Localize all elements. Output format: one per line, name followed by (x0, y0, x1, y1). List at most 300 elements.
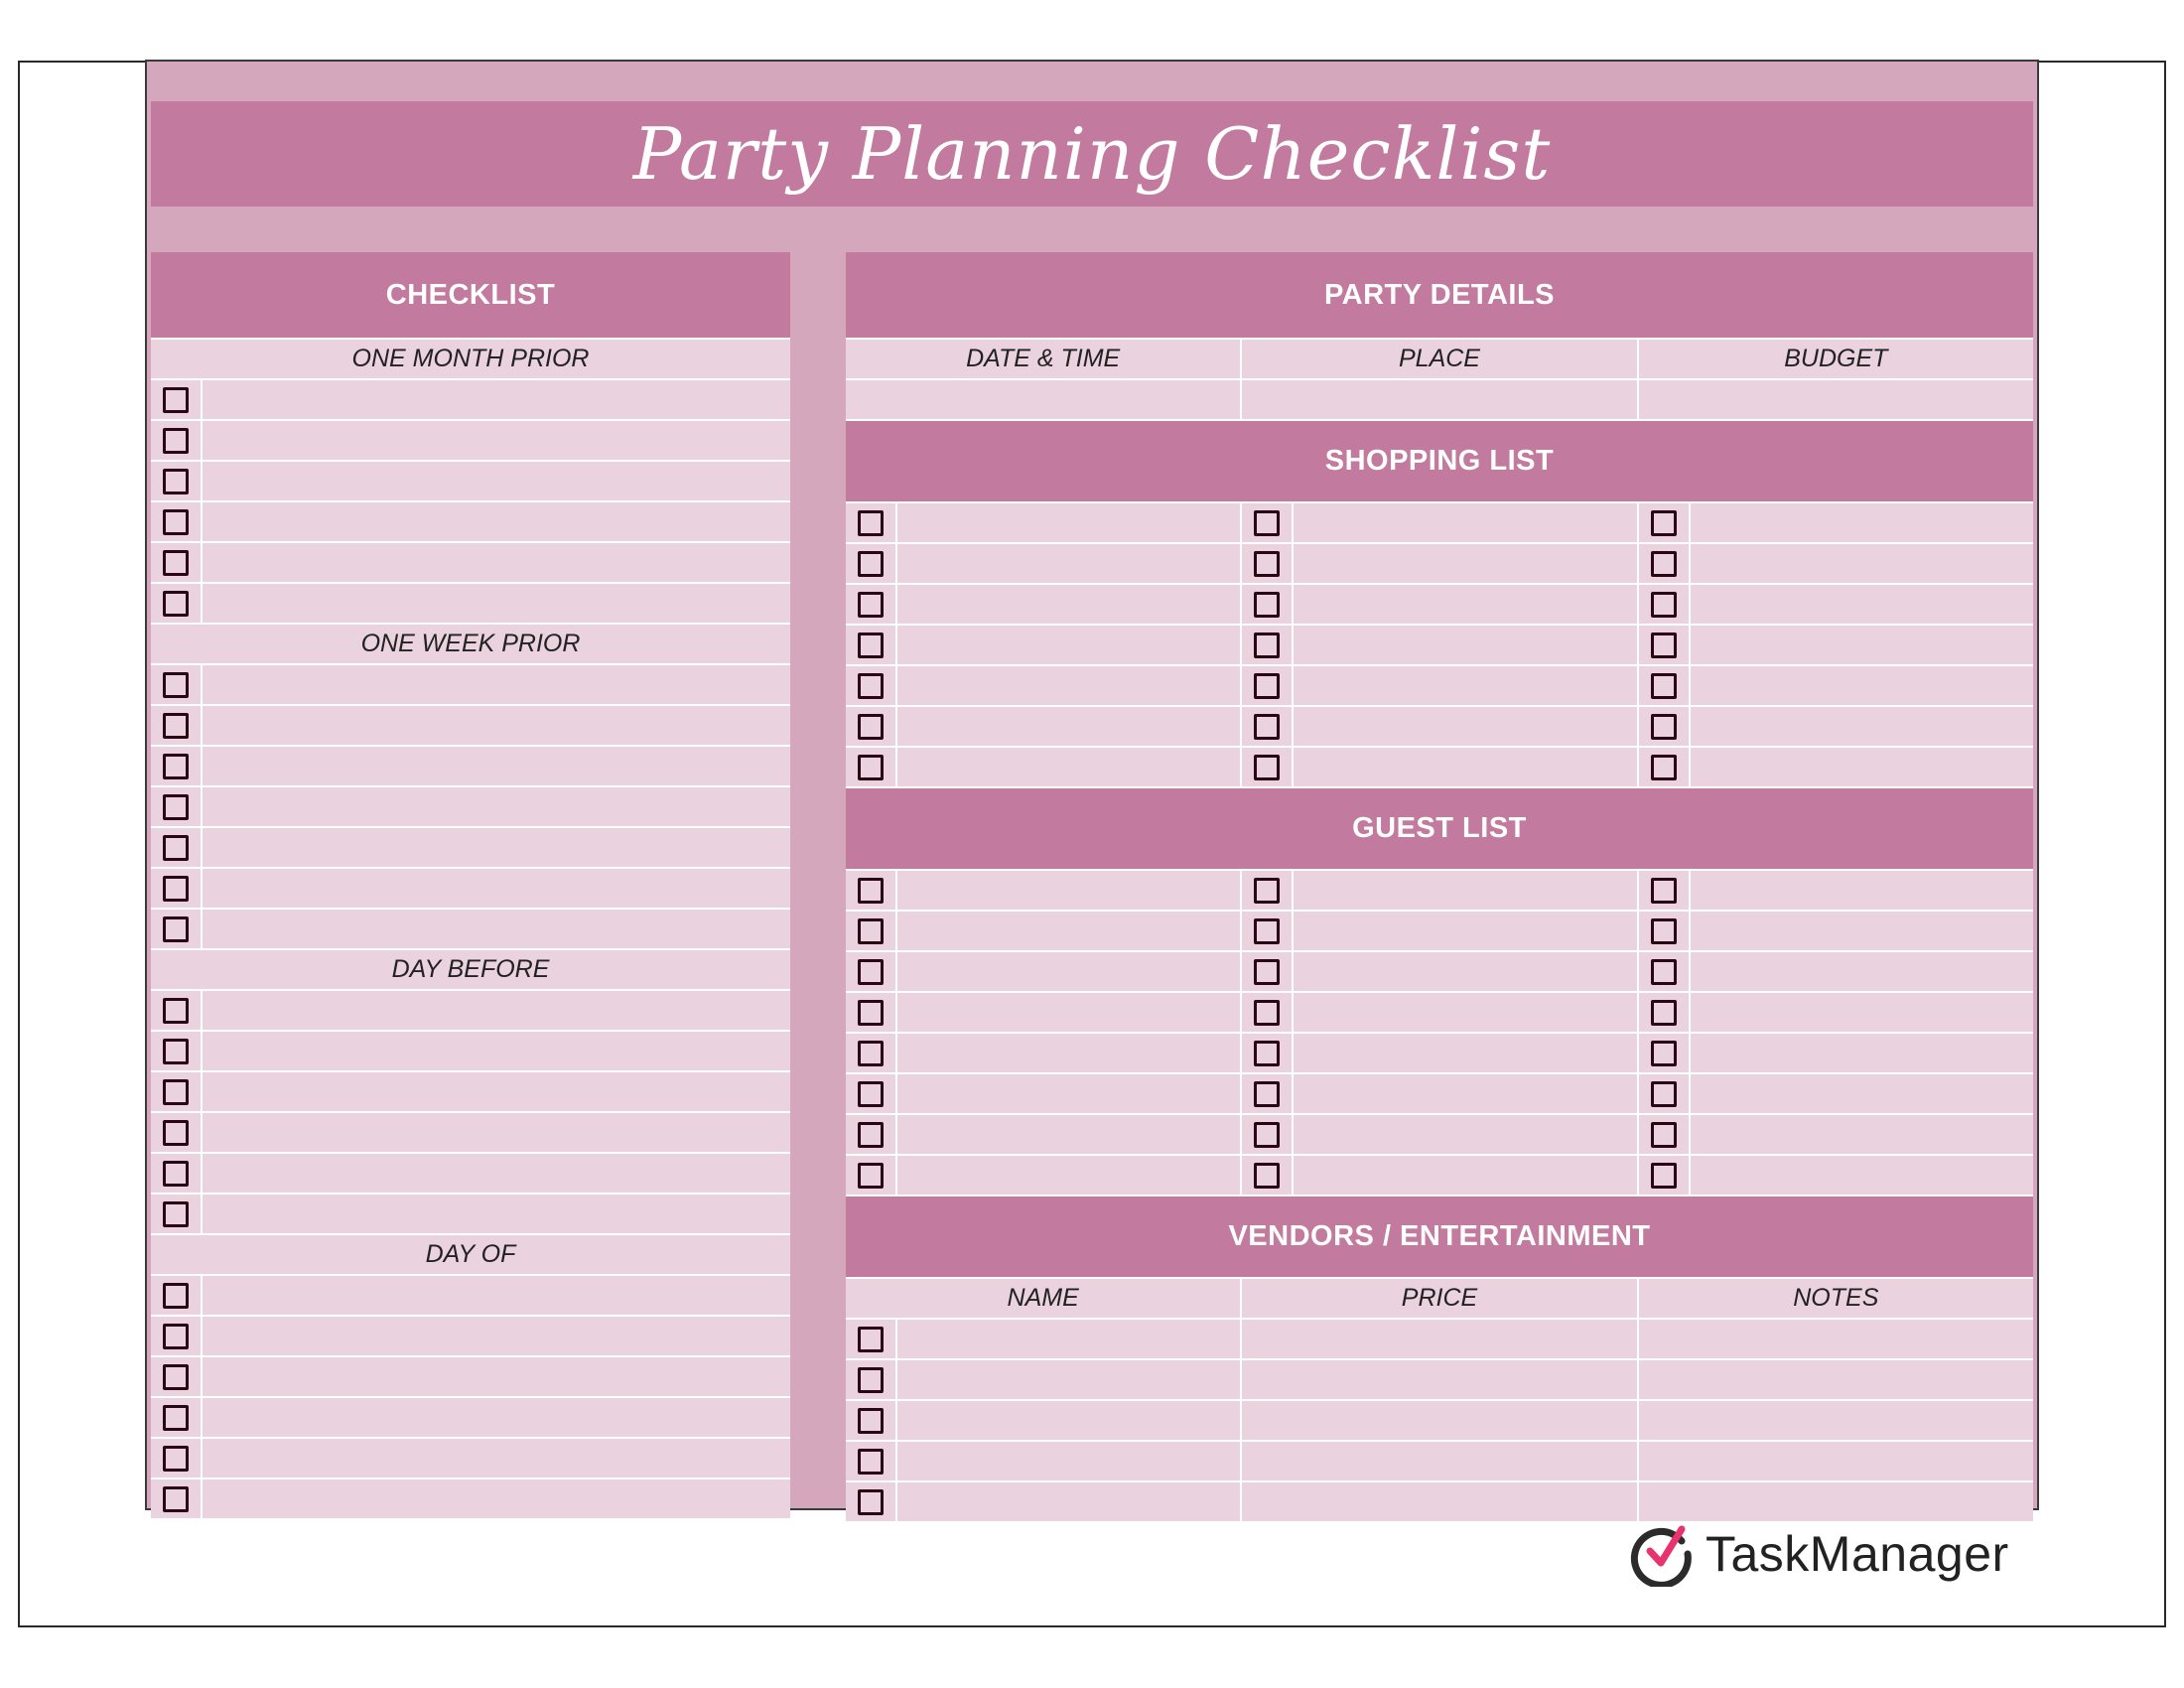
vendors-column (1639, 1279, 2033, 1523)
party-details-header: PARTY DETAILS (846, 252, 2033, 340)
checklist-row (1639, 707, 2033, 748)
entry-line[interactable] (1691, 707, 2033, 746)
checkbox[interactable] (858, 673, 884, 699)
entry-line[interactable] (203, 1398, 790, 1437)
entry-line[interactable] (203, 502, 790, 541)
entry-line[interactable] (897, 993, 1240, 1032)
checkbox[interactable] (1254, 1163, 1280, 1189)
entry-line[interactable] (897, 1442, 1240, 1480)
checkbox-cell (1639, 585, 1691, 624)
entry-field[interactable] (1639, 380, 2033, 421)
entry-field[interactable] (1242, 1360, 1636, 1401)
checkbox[interactable] (858, 633, 884, 658)
checkbox[interactable] (163, 794, 189, 820)
checkbox[interactable] (163, 1201, 189, 1227)
checkbox-cell (1639, 626, 1691, 664)
checkbox-cell (1639, 952, 1691, 991)
checklist-row (151, 1439, 790, 1479)
checklist-row (846, 748, 1240, 788)
checkbox[interactable] (858, 1163, 884, 1189)
checkbox[interactable] (163, 998, 189, 1024)
entry-line[interactable] (203, 1154, 790, 1193)
checklist-row (1242, 952, 1636, 993)
list-column (846, 503, 1242, 788)
entry-line[interactable] (1294, 707, 1636, 746)
checklist-row (846, 1320, 1240, 1360)
checklist-row (151, 1195, 790, 1235)
entry-line[interactable] (1691, 952, 2033, 991)
checkbox[interactable] (858, 1408, 884, 1434)
checkbox[interactable] (163, 387, 189, 413)
checkbox-cell (151, 1032, 203, 1070)
entry-line[interactable] (897, 1115, 1240, 1154)
entry-line[interactable] (1294, 1034, 1636, 1072)
checklist-row (1639, 585, 2033, 626)
checkbox-cell (1242, 1074, 1294, 1113)
checkbox[interactable] (163, 1405, 189, 1431)
entry-line[interactable] (203, 584, 790, 623)
vendors-column (846, 1279, 1242, 1523)
checkbox-cell (1242, 912, 1294, 950)
entry-field[interactable] (1639, 1482, 2033, 1523)
entry-line[interactable] (1691, 1115, 2033, 1154)
checkbox[interactable] (1651, 1122, 1677, 1148)
checklist-row (846, 912, 1240, 952)
checkbox[interactable] (163, 876, 189, 902)
checklist-row (846, 626, 1240, 666)
checkbox-cell (1242, 748, 1294, 786)
checklist-row (846, 585, 1240, 626)
entry-line[interactable] (203, 747, 790, 785)
column-header: NAME (846, 1279, 1240, 1320)
guest-list (846, 871, 2033, 1196)
entry-line[interactable] (1691, 993, 2033, 1032)
checklist-row (1242, 912, 1636, 952)
entry-line[interactable] (897, 952, 1240, 991)
checkbox[interactable] (1254, 878, 1280, 904)
checklist-row (151, 828, 790, 869)
entry-line[interactable] (203, 869, 790, 908)
checklist-row (151, 1154, 790, 1195)
checklist-row (151, 543, 790, 584)
entry-line[interactable] (897, 871, 1240, 910)
entry-line[interactable] (897, 544, 1240, 583)
checklist-row (846, 871, 1240, 912)
entry-line[interactable] (1294, 871, 1636, 910)
entry-line[interactable] (203, 421, 790, 460)
entry-line[interactable] (1691, 912, 2033, 950)
checklist-row (151, 1317, 790, 1357)
party-details-column (846, 340, 1242, 421)
checklist-row (1242, 585, 1636, 626)
checkbox[interactable] (858, 918, 884, 944)
entry-line[interactable] (1691, 1074, 2033, 1113)
entry-line[interactable] (1294, 993, 1636, 1032)
checkbox-cell (1242, 626, 1294, 664)
entry-line[interactable] (1691, 1034, 2033, 1072)
checkbox-cell (151, 584, 203, 623)
checklist-row (151, 1113, 790, 1154)
details-panel (846, 252, 2033, 1505)
checkbox-cell (151, 1276, 203, 1315)
checkbox[interactable] (858, 1489, 884, 1515)
checklist-row (1242, 626, 1636, 666)
checklist-row (151, 1276, 790, 1317)
list-columns (846, 503, 2033, 788)
checklist-row (1242, 1074, 1636, 1115)
checklist-row (1639, 952, 2033, 993)
entry-line[interactable] (897, 1360, 1240, 1399)
shopping-list (846, 503, 2033, 788)
entry-line[interactable] (1294, 666, 1636, 705)
checkbox[interactable] (858, 1081, 884, 1107)
checklist-row (151, 1032, 790, 1072)
checkbox[interactable] (163, 1486, 189, 1512)
checkbox-cell (1639, 993, 1691, 1032)
checkbox-cell (151, 1439, 203, 1477)
checkbox[interactable] (1254, 1041, 1280, 1066)
checkbox-cell (1242, 952, 1294, 991)
checklist-row (846, 1034, 1240, 1074)
checkbox-cell (1242, 503, 1294, 542)
checkbox-cell (846, 707, 897, 746)
checkbox[interactable] (1651, 1000, 1677, 1026)
checkbox[interactable] (1254, 1000, 1280, 1026)
checkbox-cell (846, 912, 897, 950)
entry-field[interactable] (1639, 1401, 2033, 1442)
checkbox[interactable] (1651, 959, 1677, 985)
checklist-row (151, 706, 790, 747)
checkbox[interactable] (1254, 755, 1280, 780)
checklist-row (846, 952, 1240, 993)
list-columns (846, 871, 2033, 1196)
checkbox[interactable] (858, 1449, 884, 1475)
entry-line[interactable] (897, 585, 1240, 624)
checklist-row (846, 666, 1240, 707)
entry-line[interactable] (1294, 1115, 1636, 1154)
entry-line[interactable] (203, 910, 790, 948)
entry-line[interactable] (897, 1320, 1240, 1358)
entry-line[interactable] (1294, 748, 1636, 786)
checkbox[interactable] (163, 916, 189, 942)
checkbox[interactable] (163, 428, 189, 454)
entry-line[interactable] (203, 665, 790, 704)
checkbox[interactable] (858, 1041, 884, 1066)
check-circle-icon (1630, 1521, 1696, 1587)
checkbox[interactable] (163, 672, 189, 698)
entry-field[interactable] (1639, 1442, 2033, 1482)
checkbox[interactable] (163, 1120, 189, 1146)
entry-line[interactable] (1294, 1156, 1636, 1195)
checkbox-cell (151, 706, 203, 745)
checklist-row (1242, 1156, 1636, 1196)
checklist-row (151, 502, 790, 543)
entry-line[interactable] (897, 1034, 1240, 1072)
checkbox[interactable] (1254, 592, 1280, 618)
entry-line[interactable] (203, 1032, 790, 1070)
entry-line[interactable] (1294, 544, 1636, 583)
entry-line[interactable] (203, 991, 790, 1030)
checklist-row (1639, 666, 2033, 707)
entry-line[interactable] (1691, 666, 2033, 705)
checkbox[interactable] (1651, 673, 1677, 699)
checkbox[interactable] (163, 1079, 189, 1105)
checkbox[interactable] (1651, 918, 1677, 944)
entry-field[interactable] (1242, 1482, 1636, 1523)
checkbox-cell (1242, 666, 1294, 705)
checkbox-cell (151, 543, 203, 582)
checkbox[interactable] (163, 1324, 189, 1349)
checkbox-cell (151, 869, 203, 908)
checkbox[interactable] (1651, 1081, 1677, 1107)
entry-line[interactable] (1294, 503, 1636, 542)
checklist-row (1242, 503, 1636, 544)
checklist-row (151, 380, 790, 421)
checkbox-cell (846, 1320, 897, 1358)
checkbox[interactable] (1254, 714, 1280, 740)
vendors-header: VENDORS / ENTERTAINMENT (846, 1196, 2033, 1279)
entry-line[interactable] (1691, 748, 2033, 786)
entry-field[interactable] (1639, 1320, 2033, 1360)
checkbox[interactable] (163, 1446, 189, 1472)
checklist-row (151, 1357, 790, 1398)
entry-line[interactable] (897, 503, 1240, 542)
entry-line[interactable] (203, 787, 790, 826)
checkbox-cell (1242, 1115, 1294, 1154)
entry-line[interactable] (203, 380, 790, 419)
checkbox-cell (846, 1156, 897, 1195)
checkbox[interactable] (858, 1327, 884, 1352)
entry-line[interactable] (1691, 544, 2033, 583)
entry-line[interactable] (897, 912, 1240, 950)
checklist-row (151, 421, 790, 462)
checklist-row (846, 1074, 1240, 1115)
checkbox-cell (846, 1034, 897, 1072)
checklist-row (151, 869, 790, 910)
checkbox[interactable] (163, 509, 189, 535)
entry-line[interactable] (1294, 1074, 1636, 1113)
checkbox-cell (151, 787, 203, 826)
checkbox-cell (1639, 1115, 1691, 1154)
entry-field[interactable] (1242, 380, 1636, 421)
checklist-row (1639, 503, 2033, 544)
checklist-row (151, 1072, 790, 1113)
checkbox-cell (1639, 707, 1691, 746)
checkbox[interactable] (858, 714, 884, 740)
entry-line[interactable] (203, 828, 790, 867)
entry-line[interactable] (203, 1072, 790, 1111)
checkbox[interactable] (163, 754, 189, 779)
checkbox-cell (151, 502, 203, 541)
checklist-row (1639, 626, 2033, 666)
checkbox-cell (1242, 1034, 1294, 1072)
checkbox[interactable] (1254, 551, 1280, 577)
checkbox[interactable] (858, 510, 884, 536)
checkbox-cell (846, 666, 897, 705)
entry-field[interactable] (1639, 1360, 2033, 1401)
checklist-row (1242, 748, 1636, 788)
entry-line[interactable] (1691, 585, 2033, 624)
list-column (1242, 503, 1638, 788)
list-column (846, 871, 1242, 1196)
checkbox[interactable] (163, 1364, 189, 1390)
checkbox[interactable] (1651, 1163, 1677, 1189)
checkbox-cell (846, 952, 897, 991)
checkbox-cell (1639, 1034, 1691, 1072)
entry-line[interactable] (897, 707, 1240, 746)
checkbox[interactable] (163, 1039, 189, 1064)
checklist-row (151, 910, 790, 950)
entry-line[interactable] (897, 1401, 1240, 1440)
checkbox[interactable] (858, 878, 884, 904)
checkbox[interactable] (163, 1283, 189, 1309)
checklist-row (846, 1360, 1240, 1401)
checkbox-cell (151, 1154, 203, 1193)
checkbox-cell (151, 462, 203, 500)
brand-name: TaskManager (1706, 1526, 2009, 1582)
entry-line[interactable] (203, 1317, 790, 1355)
checkbox[interactable] (858, 551, 884, 577)
entry-line[interactable] (1691, 503, 2033, 542)
checkbox-cell (151, 991, 203, 1030)
checkbox[interactable] (1254, 959, 1280, 985)
entry-line[interactable] (1294, 912, 1636, 950)
entry-line[interactable] (897, 1074, 1240, 1113)
checkbox-cell (1639, 912, 1691, 950)
checkbox-cell (846, 993, 897, 1032)
section-label: ONE WEEK PRIOR (151, 625, 790, 665)
checkbox-cell (151, 421, 203, 460)
checklist-panel (151, 252, 790, 1505)
checkbox-cell (1639, 1074, 1691, 1113)
checkbox-cell (846, 871, 897, 910)
checkbox[interactable] (163, 1161, 189, 1187)
checkbox[interactable] (1651, 551, 1677, 577)
checkbox[interactable] (1651, 1041, 1677, 1066)
entry-line[interactable] (897, 1482, 1240, 1521)
entry-line[interactable] (203, 1195, 790, 1233)
checkbox[interactable] (1651, 714, 1677, 740)
checkbox[interactable] (163, 591, 189, 617)
checklist-row (151, 1398, 790, 1439)
checkbox[interactable] (858, 1000, 884, 1026)
checklist-row (151, 1479, 790, 1520)
vendors-table (846, 1279, 2033, 1523)
checkbox[interactable] (1254, 918, 1280, 944)
checklist-row (1639, 1074, 2033, 1115)
entry-line[interactable] (203, 1479, 790, 1518)
checkbox[interactable] (858, 592, 884, 618)
checklist-row (1639, 912, 2033, 952)
checkbox[interactable] (858, 1367, 884, 1393)
checklist-row (1242, 871, 1636, 912)
column-header: PLACE (1242, 340, 1636, 380)
entry-line[interactable] (1294, 626, 1636, 664)
entry-line[interactable] (203, 1357, 790, 1396)
entry-field[interactable] (1242, 1320, 1636, 1360)
entry-line[interactable] (203, 462, 790, 500)
checkbox-cell (151, 1317, 203, 1355)
checkbox[interactable] (858, 755, 884, 780)
checkbox[interactable] (163, 713, 189, 739)
entry-line[interactable] (897, 666, 1240, 705)
checklist-row (846, 993, 1240, 1034)
checkbox[interactable] (1651, 633, 1677, 658)
checkbox-cell (846, 503, 897, 542)
checkbox[interactable] (1651, 592, 1677, 618)
checklist-row (1242, 544, 1636, 585)
column-header: NOTES (1639, 1279, 2033, 1320)
checklist-row (846, 1401, 1240, 1442)
checklist-row (846, 1115, 1240, 1156)
entry-line[interactable] (1294, 585, 1636, 624)
checklist-row (151, 991, 790, 1032)
checkbox-cell (846, 1360, 897, 1399)
entry-line[interactable] (897, 626, 1240, 664)
checkbox[interactable] (1254, 1081, 1280, 1107)
checkbox[interactable] (1651, 878, 1677, 904)
entry-line[interactable] (897, 748, 1240, 786)
checkbox[interactable] (1254, 673, 1280, 699)
checkbox-cell (1242, 544, 1294, 583)
checkbox-cell (846, 544, 897, 583)
checklist-row (1639, 993, 2033, 1034)
checkbox[interactable] (1254, 1122, 1280, 1148)
checkbox[interactable] (163, 550, 189, 576)
checklist-row (846, 503, 1240, 544)
entry-line[interactable] (1691, 1156, 2033, 1195)
checkbox-cell (151, 1113, 203, 1152)
checkbox-cell (151, 828, 203, 867)
entry-field[interactable] (1242, 1442, 1636, 1482)
checkbox-cell (846, 1074, 897, 1113)
checkbox[interactable] (1254, 633, 1280, 658)
entry-line[interactable] (897, 1156, 1240, 1195)
entry-line[interactable] (203, 1439, 790, 1477)
entry-line[interactable] (203, 1113, 790, 1152)
entry-field[interactable] (846, 380, 1240, 421)
checkbox[interactable] (163, 469, 189, 494)
checkbox-cell (1639, 503, 1691, 542)
checkbox[interactable] (1651, 510, 1677, 536)
checkbox-cell (1242, 871, 1294, 910)
entry-line[interactable] (203, 1276, 790, 1315)
checklist-row (151, 462, 790, 502)
checkbox[interactable] (1254, 510, 1280, 536)
checklist-row (846, 544, 1240, 585)
entry-line[interactable] (1294, 952, 1636, 991)
entry-line[interactable] (203, 543, 790, 582)
checkbox-cell (1242, 993, 1294, 1032)
checkbox[interactable] (1651, 755, 1677, 780)
list-column (1639, 871, 2033, 1196)
checkbox-cell (846, 1115, 897, 1154)
checkbox-cell (151, 1072, 203, 1111)
entry-line[interactable] (1691, 871, 2033, 910)
entry-line[interactable] (203, 706, 790, 745)
checkbox-cell (846, 1482, 897, 1521)
section-label: DAY OF (151, 1235, 790, 1276)
entry-line[interactable] (1691, 626, 2033, 664)
checklist-row (1639, 1156, 2033, 1196)
checkbox[interactable] (858, 1122, 884, 1148)
list-column (1242, 871, 1638, 1196)
checklist-row (1242, 707, 1636, 748)
checkbox[interactable] (858, 959, 884, 985)
checkbox[interactable] (163, 835, 189, 861)
entry-field[interactable] (1242, 1401, 1636, 1442)
checklist-row (1242, 666, 1636, 707)
